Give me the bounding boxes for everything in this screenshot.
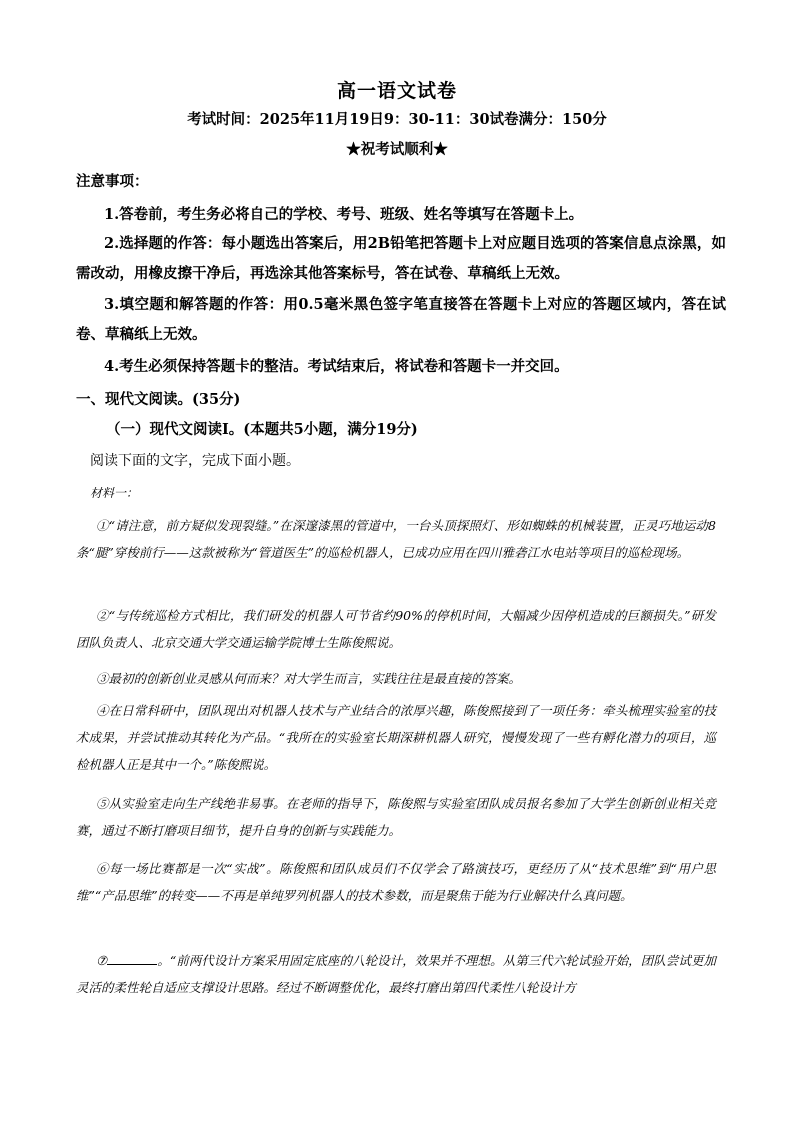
subsection-heading: （一）现代文阅读Ⅰ。(本题共5小题，满分19分): [106, 421, 418, 438]
paragraph-2: ②“与传统巡检方式相比，我们研发的机器人可节省约90%的停机时间，大幅减少因停机造成的巨额损失。”研发团队负责人、北京交通大学交通运输学院博士生陈俊熙说。: [76, 608, 716, 650]
paragraph-3: ③最初的创新创业灵感从何而来？对大学生而言，实践往往是最直接的答案。: [96, 671, 522, 686]
reading-instruction: 阅读下面的文字，完成下面小题。: [90, 453, 300, 469]
paragraph-5: ⑤从实验室走向生产线绝非易事。在老师的指导下，陈俊熙与实验室团队成员报名参加了大学生创新创业相关竞赛，通过不断打磨项目细节，提升自身的创新与实践能力。: [76, 796, 716, 838]
notice-item-1: 1.答卷前，考生务必将自己的学校、考号、班级、姓名等填写在答题卡上。: [104, 206, 584, 223]
fill-in-blank: [107, 952, 157, 965]
exam-info: 考试时间：2025年11月19日9：30-11：30试卷满分：150分: [187, 111, 607, 128]
paragraph-7: [76, 947, 716, 1001]
notice-heading: 注意事项：: [76, 173, 149, 190]
section-heading: 一、现代文阅读。(35分): [76, 391, 241, 408]
paragraph-1: ①“请注意，前方疑似发现裂缝。”在深邃漆黑的管道中，一台头顶探照灯、形如蜘蛛的机械装置，正灵巧地运动8条“腿”穿梭前行——这款被称为“管道医生”的巡检机器人，已成功应用在四川雅砻江水电站等项目的巡检现场。: [76, 518, 716, 560]
paragraph-4: ④在日常科研中，团队现出对机器人技术与产业结合的浓厚兴趣，陈俊熙接到了一项任务：牵头梳理实验室的技术成果，并尝试推动其转化为产品。“我所在的实验室长期深耕机器人研究，慢慢发现了一些有孵化潜力的项目，巡检机器人正是其中一个。”陈俊熙说。: [76, 703, 716, 772]
notice-item-3: 3.填空题和解答题的作答：用0.5毫米黑色签字笔直接答在答题卡上对应的答题区域内，答在试卷、草稿纸上无效。: [76, 296, 726, 343]
paragraph-7-text: 。“前两代设计方案采用固定底座的八轮设计，效果并不理想。从第三代六轮试验开始，团队尝试更加灵活的柔性轮自适应支撑设计思路。经过不断调整优化，最终打磨出第四代柔性八轮设计方: [76, 953, 716, 995]
material-label: 材料一：: [90, 486, 139, 500]
page-title: 高一语文试卷: [336, 80, 457, 102]
paragraph-6: ⑥每一场比赛都是一次“实战”。陈俊熙和团队成员们不仅学会了路演技巧，更经历了从“技术思维”到“用户思维”“产品思维”的转变——不再是单纯罗列机器人的技术参数，而是聚焦于能为行业解决什么真问题。: [76, 861, 716, 903]
notice-item-2: 2.选择题的作答：每小题选出答案后，用2B铅笔把答题卡上对应题目选项的答案信息点涂黑，如需改动，用橡皮擦干净后，再选涂其他答案标号，答在试卷、草稿纸上无效。: [76, 235, 726, 282]
exam-wish: ★祝考试顺利★: [346, 141, 448, 158]
paragraph-7-number: ⑦: [96, 953, 108, 968]
notice-item-4: 4.考生必须保持答题卡的整洁。考试结束后，将试卷和答题卡一并交回。: [104, 358, 569, 375]
